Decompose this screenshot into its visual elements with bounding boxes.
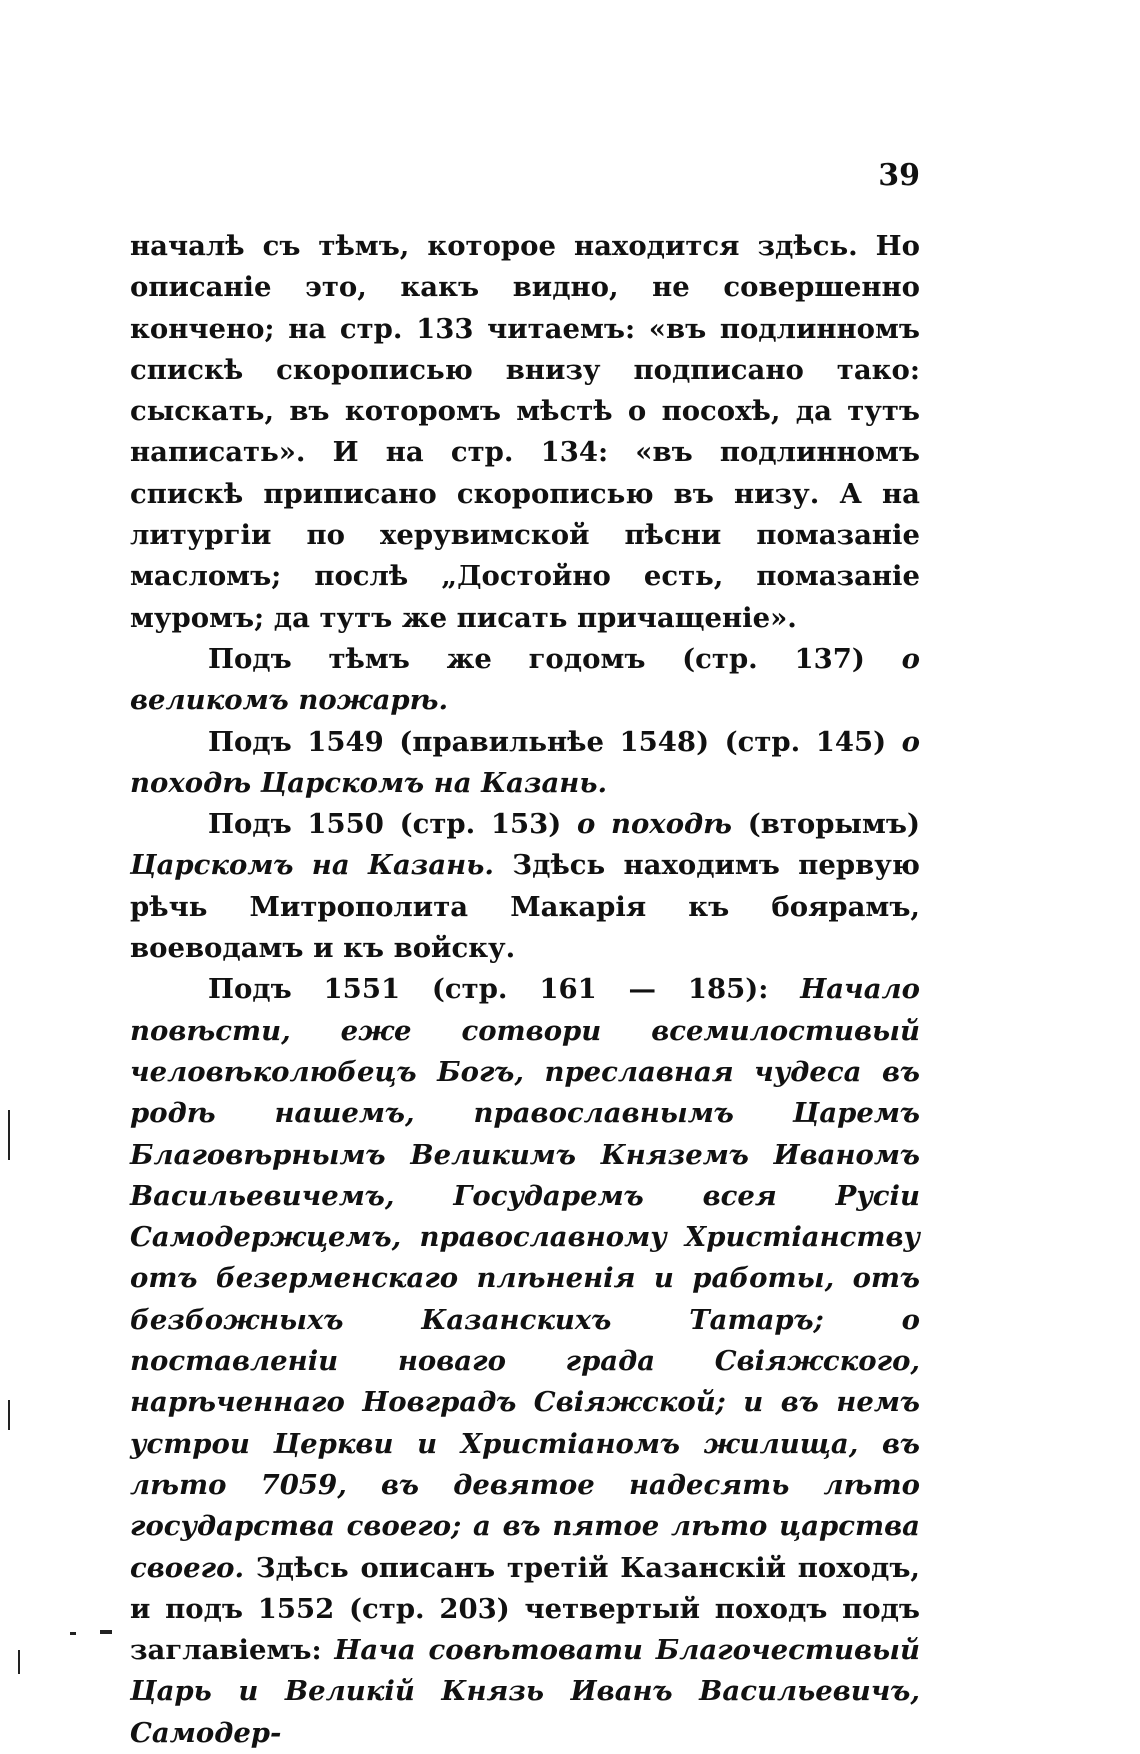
italic-span: о великомъ пожарѣ. — [130, 642, 920, 717]
page-number: 39 — [878, 158, 920, 193]
paragraph-5 — [130, 969, 920, 1754]
italic-span: о походѣ Царскомъ на Казань. — [130, 725, 920, 799]
italic-span: Царскомъ на Казань. — [130, 849, 494, 882]
text-span: началѣ съ тѣмъ, которое находится здѣсь. Но описаніе это, какъ видно, не совершенно кончено; на стр. 133 читаемъ: «въ подлинномъ спискѣ скорописью внизу подписано тако: сыскать, въ которомъ мѣстѣ о посохѣ, да тутъ написать». И на стр. 134: «въ подлинномъ спискѣ приписано скорописью въ низу. А на литургіи по херувимской пѣсни помазаніе масломъ; послѣ „Достойно есть, помазаніе муромъ; да тутъ же писать причащеніе». — [130, 230, 920, 634]
text-span: Здѣсь описанъ третій Казанскій походъ, и подъ 1552 (стр. 203) четвертый походъ подъ заглавіемъ: — [130, 1551, 920, 1667]
text-span: Подъ 1550 (стр. 153) — [208, 808, 577, 841]
page-body — [130, 226, 920, 1754]
italic-span: о походѣ — [576, 808, 733, 841]
paragraph-1 — [130, 226, 920, 639]
scan-edge-mark — [18, 1650, 20, 1674]
text-span: Здѣсь находимъ первую рѣчь Митрополита Макарія къ боярамъ, воеводамъ и къ войску. — [130, 849, 920, 965]
scan-edge-mark — [8, 1400, 10, 1430]
scan-mark — [100, 1630, 112, 1634]
text-span: Подъ 1551 (стр. 161 — 185): — [208, 973, 801, 1006]
paragraph-3 — [130, 722, 920, 805]
scan-mark — [70, 1632, 76, 1635]
text-span: (вторымъ) — [732, 808, 920, 841]
paragraph-2 — [130, 639, 920, 722]
text-span: Подъ 1549 (правильнѣе 1548) (стр. 145) — [208, 725, 902, 758]
scan-edge-mark — [8, 1110, 10, 1160]
italic-span: Нача совѣтовати Благочестивый Царь и Великій Князь Иванъ Васильевичъ, Самодер- — [130, 1634, 920, 1749]
italic-span: Начало повѣсти, еже сотвори всемилостивый человѣколюбецъ Богъ, преславная чудеса въ родѣ нашемъ, православнымъ Царемъ Благовѣрнымъ Великимъ Княземъ Иваномъ Васильевичемъ, Государемъ всея Русіи Самодержцемъ, православному Христіанству отъ безерменскаго плѣненія и работы, отъ безбожныхъ Казанскихъ Татаръ; о поставленіи новаго града Свіяжского, нарѣченнаго Новградъ Свіяжской; и въ немъ устрои Церкви и Христіаномъ жилища, въ лѣто 7059, въ девятое надесять лѣто государства своего; а въ пятое лѣто царства своего. — [130, 973, 920, 1584]
text-span: Подъ тѣмъ же годомъ (стр. 137) — [208, 642, 902, 675]
paragraph-4 — [130, 804, 920, 969]
